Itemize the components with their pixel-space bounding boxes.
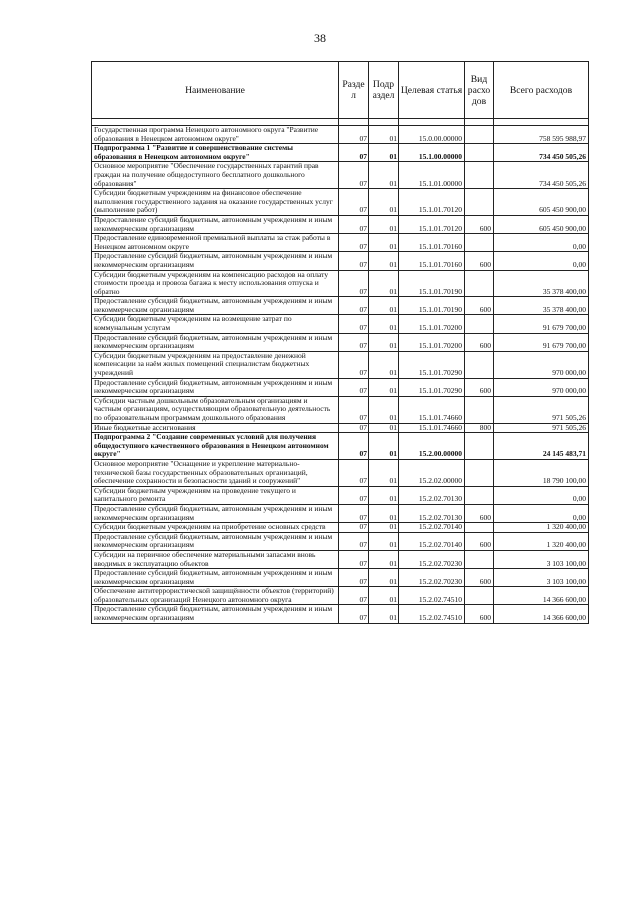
row-name-cell: Субсидии на первичное обеспечение материальными запасами вновь вводимых в эксплуатацию объектов	[92, 550, 339, 568]
spacer-cell	[494, 119, 589, 126]
header-vid: Вид расхо дов	[465, 62, 494, 119]
header-podrazdel: Подр аздел	[369, 62, 399, 119]
table-row	[92, 459, 589, 486]
row-vid-cell: 600	[465, 378, 494, 396]
row-vid-cell	[465, 550, 494, 568]
table-row	[92, 162, 589, 189]
row-razdel-cell: 07	[339, 252, 369, 270]
row-target-cell: 15.1.01.70190	[399, 297, 465, 315]
row-amount-cell: 35 378 400,00	[494, 297, 589, 315]
row-podrazdel-cell: 01	[369, 605, 399, 623]
row-vid-cell	[465, 433, 494, 460]
spacer-cell	[465, 119, 494, 126]
row-name-cell: Субсидии бюджетным учреждениям на предоставление денежной компенсации за наём жилых помещений специалистам бюджетных учреждений	[92, 351, 339, 378]
table-row	[92, 215, 589, 233]
row-vid-cell	[465, 523, 494, 533]
row-vid-cell: 600	[465, 605, 494, 623]
row-target-cell: 15.2.02.00000	[399, 459, 465, 486]
row-podrazdel-cell: 01	[369, 234, 399, 252]
row-razdel-cell: 07	[339, 423, 369, 433]
row-amount-cell: 91 679 700,00	[494, 333, 589, 351]
row-razdel-cell: 07	[339, 605, 369, 623]
table-row	[92, 569, 589, 587]
row-vid-cell	[465, 189, 494, 216]
row-razdel-cell: 07	[339, 378, 369, 396]
header-target: Целевая статья	[399, 62, 465, 119]
row-name-cell: Предоставление субсидий бюджетным, автономным учреждениям и иным некоммерческим организациям	[92, 504, 339, 522]
table-row	[92, 252, 589, 270]
row-name-cell: Иные бюджетные ассигнования	[92, 423, 339, 433]
table-row	[92, 351, 589, 378]
row-podrazdel-cell: 01	[369, 144, 399, 162]
row-amount-cell: 0,00	[494, 252, 589, 270]
row-target-cell: 15.1.01.74660	[399, 396, 465, 423]
table-row	[92, 523, 589, 533]
row-amount-cell: 0,00	[494, 234, 589, 252]
row-podrazdel-cell: 01	[369, 433, 399, 460]
row-amount-cell: 0,00	[494, 504, 589, 522]
row-target-cell: 15.2.02.70130	[399, 486, 465, 504]
row-vid-cell: 600	[465, 333, 494, 351]
row-name-cell: Государственная программа Ненецкого автономного округа "Развитие образования в Ненецком автономном округе"	[92, 126, 339, 144]
row-vid-cell: 600	[465, 215, 494, 233]
row-razdel-cell: 07	[339, 270, 369, 297]
row-amount-cell: 0,00	[494, 486, 589, 504]
row-target-cell: 15.1.01.70290	[399, 378, 465, 396]
row-amount-cell: 1 320 400,00	[494, 532, 589, 550]
table-row	[92, 532, 589, 550]
table-row	[92, 504, 589, 522]
row-amount-cell: 734 450 505,26	[494, 162, 589, 189]
row-vid-cell: 800	[465, 423, 494, 433]
row-podrazdel-cell: 01	[369, 587, 399, 605]
row-razdel-cell: 07	[339, 315, 369, 333]
row-amount-cell: 35 378 400,00	[494, 270, 589, 297]
row-vid-cell	[465, 351, 494, 378]
row-target-cell: 15.1.01.74660	[399, 423, 465, 433]
row-vid-cell	[465, 315, 494, 333]
row-razdel-cell: 07	[339, 486, 369, 504]
row-razdel-cell: 07	[339, 162, 369, 189]
row-razdel-cell: 07	[339, 504, 369, 522]
table-row	[92, 333, 589, 351]
spacer-cell	[369, 119, 399, 126]
table-row	[92, 297, 589, 315]
row-amount-cell: 14 366 600,00	[494, 605, 589, 623]
row-razdel-cell: 07	[339, 126, 369, 144]
row-name-cell: Субсидии бюджетным учреждениям на компенсацию расходов на оплату стоимости проезда и провоза багажа к месту использования отпуска и обратно	[92, 270, 339, 297]
row-razdel-cell: 07	[339, 550, 369, 568]
row-razdel-cell: 07	[339, 297, 369, 315]
row-target-cell: 15.1.00.00000	[399, 144, 465, 162]
row-vid-cell	[465, 486, 494, 504]
row-amount-cell: 971 505,26	[494, 396, 589, 423]
row-name-cell: Основное мероприятие "Обеспечение государственных гарантий прав граждан на получение общедоступного бесплатного дошкольного образования"	[92, 162, 339, 189]
table-row	[92, 189, 589, 216]
row-podrazdel-cell: 01	[369, 333, 399, 351]
row-name-cell: Субсидии частным дошкольным образовательным организациям и частным организациям, осуществляющим образовательную деятельность по образовательным программам дошкольного образования	[92, 396, 339, 423]
row-amount-cell: 734 450 505,26	[494, 144, 589, 162]
row-amount-cell: 14 366 600,00	[494, 587, 589, 605]
row-razdel-cell: 07	[339, 532, 369, 550]
row-name-cell: Предоставление субсидий бюджетным, автономным учреждениям и иным некоммерческим организациям	[92, 252, 339, 270]
row-podrazdel-cell: 01	[369, 215, 399, 233]
table-row	[92, 550, 589, 568]
row-name-cell: Предоставление субсидий бюджетным, автономным учреждениям и иным некоммерческим организациям	[92, 569, 339, 587]
row-name-cell: Обеспечение антитеррористической защищённости объектов (территорий) образовательных организаций Ненецкого автономного округа	[92, 587, 339, 605]
row-podrazdel-cell: 01	[369, 162, 399, 189]
row-name-cell: Субсидии бюджетным учреждениям на проведение текущего и капитального ремонта	[92, 486, 339, 504]
row-razdel-cell: 07	[339, 234, 369, 252]
row-amount-cell: 758 595 988,97	[494, 126, 589, 144]
row-amount-cell: 91 679 700,00	[494, 315, 589, 333]
row-target-cell: 15.2.02.70140	[399, 532, 465, 550]
row-target-cell: 15.1.01.70200	[399, 315, 465, 333]
row-amount-cell: 605 450 900,00	[494, 215, 589, 233]
row-podrazdel-cell: 01	[369, 297, 399, 315]
row-amount-cell: 971 505,26	[494, 423, 589, 433]
row-razdel-cell: 07	[339, 189, 369, 216]
row-target-cell: 15.2.02.70140	[399, 523, 465, 533]
spacer-cell	[339, 119, 369, 126]
row-amount-cell: 970 000,00	[494, 378, 589, 396]
table-row	[92, 605, 589, 623]
row-podrazdel-cell: 01	[369, 550, 399, 568]
row-podrazdel-cell: 01	[369, 351, 399, 378]
row-target-cell: 15.0.00.00000	[399, 126, 465, 144]
row-name-cell: Субсидии бюджетным учреждениям на приобретение основных средств	[92, 523, 339, 533]
header-razdel: Разде л	[339, 62, 369, 119]
row-vid-cell	[465, 144, 494, 162]
row-name-cell: Предоставление субсидий бюджетным, автономным учреждениям и иным некоммерческим организациям	[92, 378, 339, 396]
row-podrazdel-cell: 01	[369, 459, 399, 486]
row-podrazdel-cell: 01	[369, 396, 399, 423]
row-amount-cell: 24 145 483,71	[494, 433, 589, 460]
row-podrazdel-cell: 01	[369, 486, 399, 504]
page-number: 38	[314, 31, 326, 45]
row-target-cell: 15.1.01.70160	[399, 234, 465, 252]
row-name-cell: Предоставление субсидий бюджетным, автономным учреждениям и иным некоммерческим организациям	[92, 215, 339, 233]
header-name: Наименование	[92, 62, 339, 119]
row-target-cell: 15.2.02.74510	[399, 587, 465, 605]
row-vid-cell	[465, 587, 494, 605]
row-target-cell: 15.1.01.70190	[399, 270, 465, 297]
row-vid-cell: 600	[465, 252, 494, 270]
table-row	[92, 234, 589, 252]
row-name-cell: Субсидии бюджетным учреждениям на возмещение затрат по коммунальным услугам	[92, 315, 339, 333]
row-amount-cell: 605 450 900,00	[494, 189, 589, 216]
row-name-cell: Предоставление субсидий бюджетным, автономным учреждениям и иным некоммерческим организациям	[92, 297, 339, 315]
row-vid-cell	[465, 459, 494, 486]
table-row	[92, 315, 589, 333]
row-razdel-cell: 07	[339, 587, 369, 605]
row-razdel-cell: 07	[339, 144, 369, 162]
row-vid-cell: 600	[465, 297, 494, 315]
header-row	[92, 62, 589, 119]
row-name-cell: Предоставление субсидий бюджетным, автономным учреждениям и иным некоммерческим организациям	[92, 333, 339, 351]
row-vid-cell: 600	[465, 504, 494, 522]
row-vid-cell	[465, 126, 494, 144]
row-amount-cell: 18 790 100,00	[494, 459, 589, 486]
spacer-cell	[399, 119, 465, 126]
row-target-cell: 15.1.01.00000	[399, 162, 465, 189]
row-podrazdel-cell: 01	[369, 523, 399, 533]
row-podrazdel-cell: 01	[369, 126, 399, 144]
row-razdel-cell: 07	[339, 215, 369, 233]
row-razdel-cell: 07	[339, 396, 369, 423]
row-target-cell: 15.1.01.70120	[399, 215, 465, 233]
row-razdel-cell: 07	[339, 351, 369, 378]
row-vid-cell	[465, 234, 494, 252]
row-podrazdel-cell: 01	[369, 423, 399, 433]
row-podrazdel-cell: 01	[369, 504, 399, 522]
row-razdel-cell: 07	[339, 333, 369, 351]
row-target-cell: 15.2.02.70230	[399, 550, 465, 568]
row-name-cell: Подпрограмма 2 "Создание современных условий для получения общедоступного качественного образования в Ненецком автономном округе"	[92, 433, 339, 460]
row-target-cell: 15.2.02.70130	[399, 504, 465, 522]
table-row	[92, 587, 589, 605]
table-row	[92, 126, 589, 144]
row-razdel-cell: 07	[339, 569, 369, 587]
row-target-cell: 15.1.01.70160	[399, 252, 465, 270]
row-amount-cell: 3 103 100,00	[494, 569, 589, 587]
row-name-cell: Предоставление субсидий бюджетным, автономным учреждениям и иным некоммерческим организациям	[92, 605, 339, 623]
row-target-cell: 15.2.00.00000	[399, 433, 465, 460]
row-razdel-cell: 07	[339, 459, 369, 486]
row-name-cell: Субсидии бюджетным учреждениям на финансовое обеспечение выполнения государственного задания на оказание государственных услуг (выполнение работ)	[92, 189, 339, 216]
row-amount-cell: 1 320 400,00	[494, 523, 589, 533]
row-vid-cell: 600	[465, 569, 494, 587]
row-razdel-cell: 07	[339, 433, 369, 460]
row-target-cell: 15.2.02.74510	[399, 605, 465, 623]
row-name-cell: Предоставление субсидий бюджетным, автономным учреждениям и иным некоммерческим организациям	[92, 532, 339, 550]
row-name-cell: Основное мероприятие "Оснащение и укрепление материально-технической базы государственных образовательных организаций, обеспечение сохранности и безопасности зданий и сооружений"	[92, 459, 339, 486]
row-target-cell: 15.2.02.70230	[399, 569, 465, 587]
header-total: Всего расходов	[494, 62, 589, 119]
table-row	[92, 396, 589, 423]
row-podrazdel-cell: 01	[369, 532, 399, 550]
row-podrazdel-cell: 01	[369, 569, 399, 587]
row-vid-cell	[465, 396, 494, 423]
table-row	[92, 270, 589, 297]
row-podrazdel-cell: 01	[369, 378, 399, 396]
row-name-cell: Предоставление единовременной премиальной выплаты за стаж работы в Ненецком автономном округе	[92, 234, 339, 252]
table-row	[92, 144, 589, 162]
table-row	[92, 378, 589, 396]
row-podrazdel-cell: 01	[369, 315, 399, 333]
table-row	[92, 486, 589, 504]
table-row	[92, 433, 589, 460]
row-vid-cell: 600	[465, 532, 494, 550]
budget-table	[91, 61, 589, 624]
row-podrazdel-cell: 01	[369, 270, 399, 297]
row-target-cell: 15.1.01.70120	[399, 189, 465, 216]
row-target-cell: 15.1.01.70290	[399, 351, 465, 378]
row-name-cell: Подпрограмма 1 "Развитие и совершенствование системы образования в Ненецком автономном округе"	[92, 144, 339, 162]
row-razdel-cell: 07	[339, 523, 369, 533]
row-target-cell: 15.1.01.70200	[399, 333, 465, 351]
row-vid-cell	[465, 162, 494, 189]
row-amount-cell: 3 103 100,00	[494, 550, 589, 568]
row-amount-cell: 970 000,00	[494, 351, 589, 378]
row-vid-cell	[465, 270, 494, 297]
row-podrazdel-cell: 01	[369, 252, 399, 270]
row-podrazdel-cell: 01	[369, 189, 399, 216]
